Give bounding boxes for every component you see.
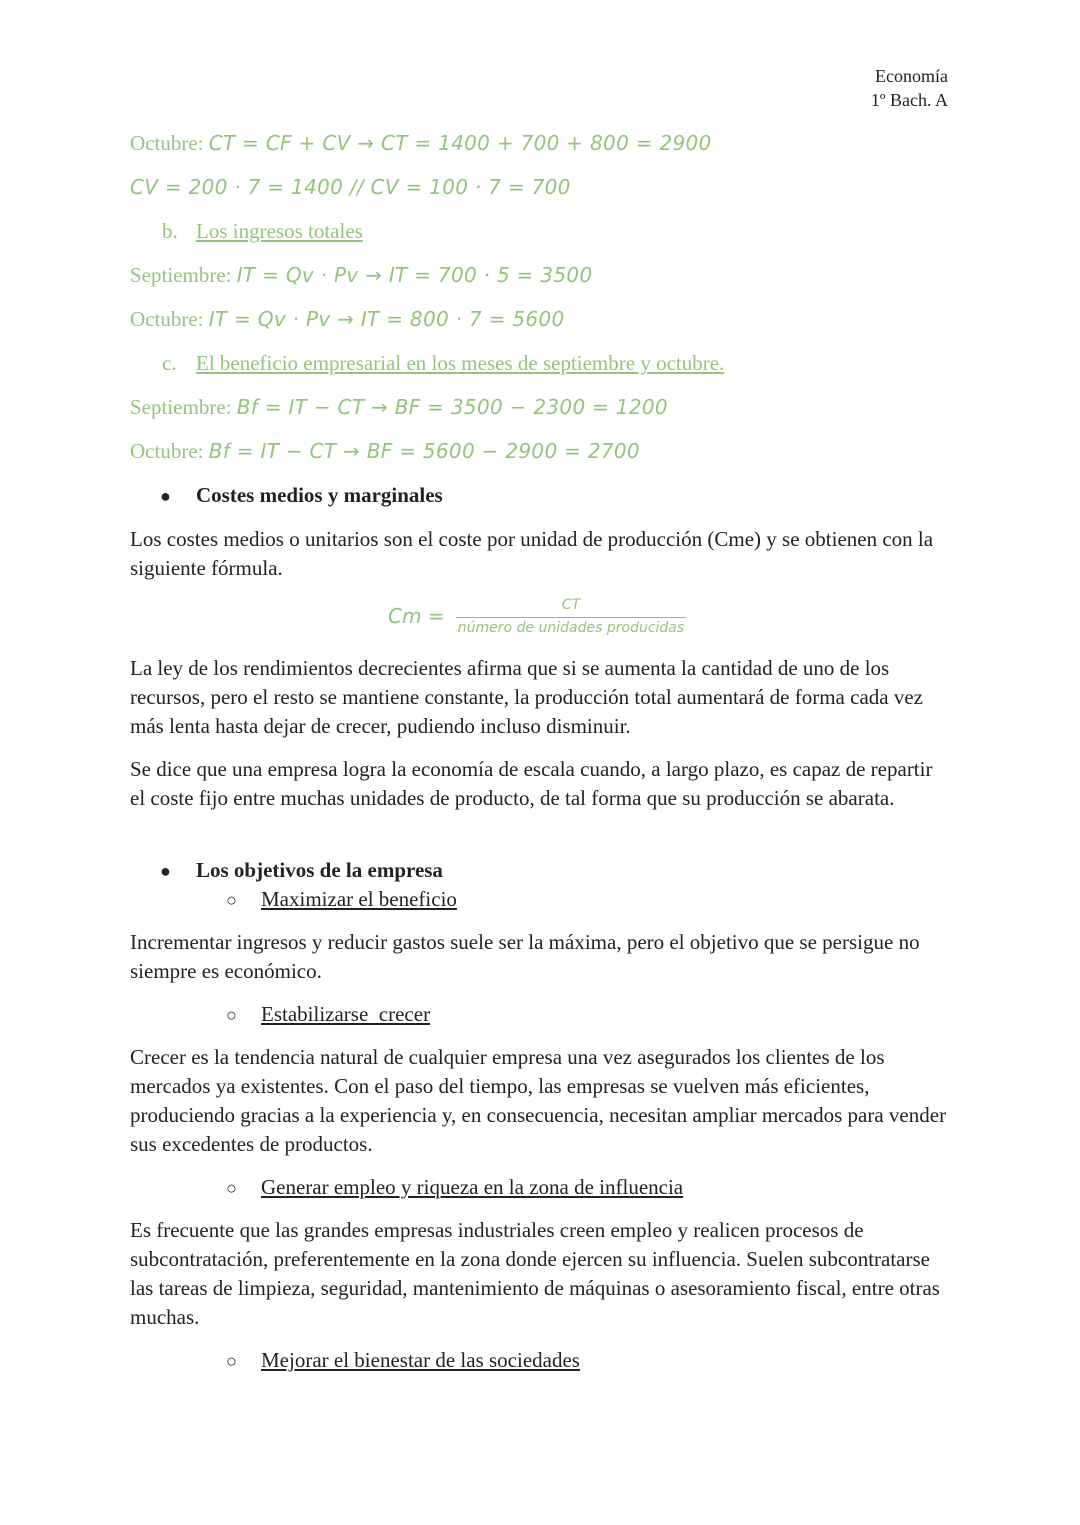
header-subject: Economía [875,66,948,86]
calc-expression: IT = Qv · Pv → IT = 800 · 7 = 5600 [208,307,565,331]
circle-bullet-icon: ○ [226,1005,237,1025]
calc-expression: CT = CF + CV → CT = 1400 + 700 + 800 = 2900 [208,131,712,155]
subitem-letter: b. [162,219,178,243]
formula-denominator: número de unidades producidas [457,620,685,636]
heading-text: Costes medios y marginales [196,483,443,507]
fraction-bar [456,617,686,618]
calc-expression: Bf = IT − CT → BF = 5600 − 2900 = 2700 [208,439,640,463]
calc-label: Septiembre: [130,263,232,287]
subitem-c [162,349,724,377]
paragraph-empleo: Es frecuente que las grandes empresas industriales creen empleo y realicen procesos de subcontratación, preferentemente en la zona donde ejercen su influencia. Suelen subcontratarse las tareas de limpieza, seguridad, mantenimiento de máquinas o asesoramiento fiscal, entre otras muchas. [130,1218,940,1329]
calc-expression: Bf = IT − CT → BF = 3500 − 2300 = 1200 [236,395,668,419]
header-course: 1º Bach. A [870,90,948,110]
circle-bullet-icon: ○ [226,1351,237,1371]
bullet-icon: ● [160,861,171,881]
paragraph-economia-escala: Se dice que una empresa logra la economía de escala cuando, a largo plazo, es capaz de repartir el coste fijo entre muchas unidades de producto, de tal forma que su producción se abarata. [130,757,933,810]
heading-objetivos [160,856,443,885]
objective-bienestar [226,1346,580,1375]
circle-bullet-icon: ○ [226,890,237,910]
formula-lhs: Cm = [388,604,445,628]
subitem-title: El beneficio empresarial en los meses de septiembre y octubre. [196,351,725,375]
calc-label: Octubre: [130,307,204,331]
formula-numerator: CT [561,597,581,613]
calc-expression: CV = 200 · 7 = 1400 // CV = 100 · 7 = 700 [130,175,571,199]
objective-title: Generar empleo y riqueza en la zona de influencia [261,1175,684,1199]
objective-estabilizarse [226,1000,430,1029]
objective-empleo [226,1173,683,1202]
paragraph-maximizar: Incrementar ingresos y reducir gastos suele ser la máxima, pero el objetivo que se persigue no siempre es económico. [130,930,920,983]
bullet-icon: ● [160,486,171,506]
calc-label: Septiembre: [130,395,232,419]
objective-title: Maximizar el beneficio [261,887,457,911]
heading-costes-medios [160,481,443,510]
calc-octubre-it [130,305,564,333]
circle-bullet-icon: ○ [226,1178,237,1198]
paragraph-costes-medios: Los costes medios o unitarios son el coste por unidad de producción (Cme) y se obtienen con la siguiente fórmula. [130,527,934,580]
calc-octubre-ct [130,129,712,157]
paragraph-crecer: Crecer es la tendencia natural de cualquier empresa una vez asegurados los clientes de los mercados ya existentes. Con el paso del tiempo, las empresas se vuelven más eficientes, produciendo gracias a la experiencia y, en consecuencia, necesitan ampliar mercados para vender sus excedentes de productos. [130,1045,947,1156]
calc-septiembre-it [130,261,592,289]
objective-title: Mejorar el bienestar de las sociedades [261,1348,580,1372]
page-header [871,64,948,112]
calc-expression: IT = Qv · Pv → IT = 700 · 5 = 3500 [236,263,593,287]
subitem-b [162,217,363,245]
calc-septiembre-bf [130,393,668,421]
subitem-title: Los ingresos totales [196,219,363,243]
formula-coste-medio [388,596,698,644]
calc-cv [130,173,571,201]
objective-maximizar [226,885,457,914]
heading-text: Los objetivos de la empresa [196,858,443,882]
objective-title: Estabilizarse crecer [261,1002,431,1026]
subitem-letter: c. [162,351,177,375]
calc-octubre-bf [130,437,640,465]
calc-label: Octubre: [130,131,204,155]
calc-label: Octubre: [130,439,204,463]
paragraph-rendimientos: La ley de los rendimientos decrecientes afirma que si se aumenta la cantidad de uno de los recursos, pero el resto se mantiene constante, la producción total aumentará de forma cada vez más lenta hasta dejar de crecer, pudiendo incluso disminuir. [130,656,923,738]
